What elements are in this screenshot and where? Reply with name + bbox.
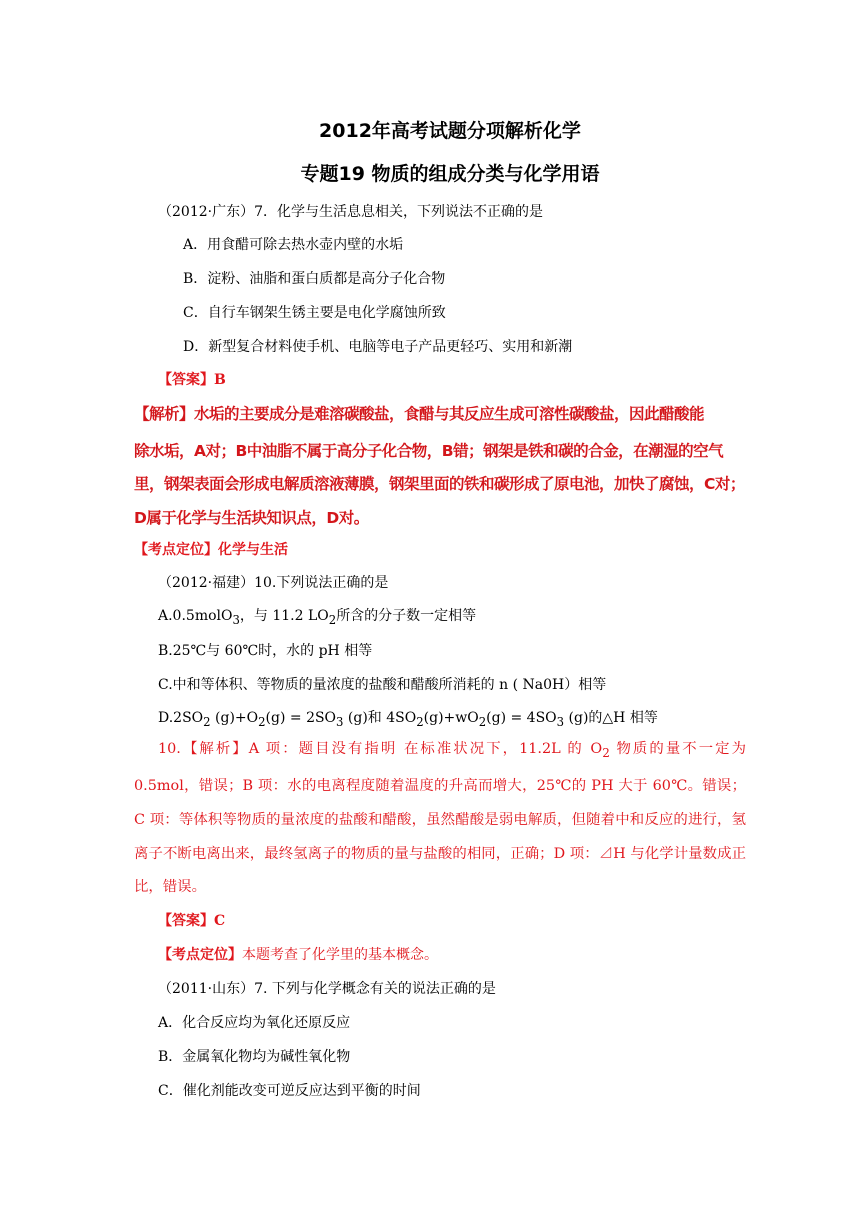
question-1-option-d: D．新型复合材料使手机、电脑等电子产品更轻巧、实用和新潮	[183, 339, 573, 355]
point-value: 化学与生活	[218, 542, 288, 558]
question-1-stem: （2012·广东）7．化学与生活息息相关，下列说法不正确的是	[158, 204, 543, 220]
question-1-point	[134, 540, 288, 560]
question-2-option-c: C.中和等体积、等物质的量浓度的盐酸和醋酸所消耗的 n ( Na0H）相等	[158, 677, 607, 693]
question-1-analysis-line-1: 【解析】水垢的主要成分是难溶碳酸盐，食醋与其反应生成可溶性碳酸盐，因此醋酸能	[134, 405, 705, 423]
question-1-option-b: B．淀粉、油脂和蛋白质都是高分子化合物	[183, 271, 446, 287]
question-2-option-a: A.0.5molO$_3$，与 11.2 $LO_2$所含的分子数一定相等	[158, 608, 477, 627]
document-subtitle: 专题19 物质的组成分类与化学用语	[300, 163, 600, 185]
question-1-analysis-line-4: D属于化学与生活块知识点，D对。	[134, 509, 369, 527]
answer-value: B	[214, 372, 226, 388]
question-3-option-c: C．催化剂能改变可逆反应达到平衡的时间	[158, 1083, 421, 1099]
question-3-option-a: A．化合反应均为氧化还原反应	[158, 1015, 351, 1031]
question-2-stem: （2012·福建）10.下列说法正确的是	[158, 575, 389, 591]
question-2-option-d: $D.2SO_2$ $(g)+O_2(g) = 2SO_3$ (g)和 $4SO_2(g)+wO_2(g) = 4SO_3$ (g)的△H 相等	[158, 710, 658, 729]
point-value: 本题考查了化学里的基本概念。	[242, 947, 438, 963]
question-2-analysis: 10.【解析】A 项：题目没有指明 在标准状况下，11.2L 的 $O_2$ 物质的量不一定为 0.5mol，错误；B 项：水的电离程度随着温度的升高而增大，25℃的 PH 大于 60℃。错误；C 项：等体积等物质的量浓度的盐酸和醋酸，虽然醋酸是弱电解质，但随着中和反应的进行，氢离子不断电离出来，最终氢离子的物质的量与盐酸的相同，正确；D 项：⊿H 与化学计量数成正比，错误。	[134, 741, 746, 896]
question-1-answer	[158, 370, 226, 390]
question-2-option-b: B.25℃与 60℃时，水的 pH 相等	[158, 643, 373, 659]
question-3-stem: （2011·山东）7. 下列与化学概念有关的说法正确的是	[158, 981, 496, 997]
answer-label: 【答案】	[158, 372, 214, 388]
question-3-option-b: B．金属氧化物均为碱性氧化物	[158, 1049, 351, 1065]
answer-value: C	[214, 913, 226, 929]
question-1-analysis-line-3: 里，钢架表面会形成电解质溶液薄膜，钢架里面的铁和碳形成了原电池，加快了腐蚀，C对；	[134, 475, 745, 493]
question-1-option-c: C．自行车钢架生锈主要是电化学腐蚀所致	[183, 305, 446, 321]
question-2-answer	[158, 911, 225, 931]
question-2-point	[158, 945, 438, 965]
answer-label: 【答案】	[158, 913, 214, 929]
question-1-option-a: A．用食醋可除去热水壶内壁的水垢	[183, 237, 404, 253]
document-title: 2012年高考试题分项解析化学	[319, 120, 581, 142]
question-1-analysis-line-2: 除水垢，A对；B中油脂不属于高分子化合物，B错；钢架是铁和碳的合金，在潮湿的空气	[134, 442, 724, 460]
point-label: 【考点定位】	[158, 947, 242, 963]
point-label: 【考点定位】	[134, 542, 218, 558]
